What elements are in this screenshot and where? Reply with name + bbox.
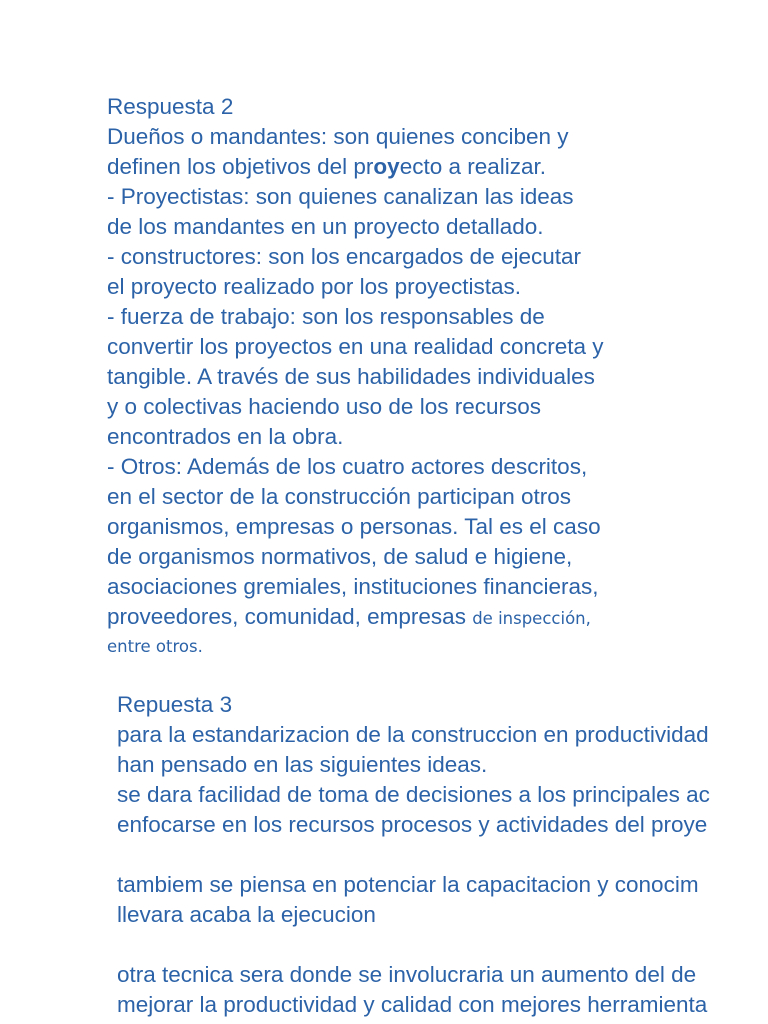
answer-2-line-12: - Otros: Además de los cuatro actores descritos, — [107, 454, 588, 479]
answer-2-line-1: Dueños o mandantes: son quienes conciben y — [107, 124, 569, 149]
answer-2-line-2-part-c: ecto a realizar. — [399, 154, 547, 179]
answer-2-line-8: convertir los proyectos en una realidad concreta y — [107, 334, 604, 359]
answer-2-line-16: asociaciones gremiales, instituciones financieras, — [107, 574, 599, 599]
answer-2-line-17-small: de inspección, — [472, 609, 591, 628]
answer-3-blank-1 — [117, 840, 710, 870]
answer-3-line-4: enfocarse en los recursos procesos y actividades del proye — [117, 812, 708, 837]
answer-2-line-2-bold: oy — [373, 154, 400, 179]
answer-2-line-14: organismos, empresas o personas. Tal es el caso — [107, 514, 601, 539]
answer-2-line-2 — [107, 152, 604, 182]
answer-2-line-11: encontrados en la obra. — [107, 424, 344, 449]
answer-2-line-17-part-a: proveedores, comunidad, empresas — [107, 604, 473, 629]
answer-2-block — [107, 92, 604, 662]
answer-2-line-6: el proyecto realizado por los proyectistas. — [107, 274, 521, 299]
answer-3-heading: Repuesta 3 — [117, 692, 233, 717]
answer-3-line-3: se dara facilidad de toma de decisiones a los principales ac — [117, 782, 710, 807]
answer-2-heading: Respuesta 2 — [107, 94, 234, 119]
answer-3-block — [117, 690, 710, 1020]
answer-3-line-1: para la estandarizacion de la construccion en productividad — [117, 722, 709, 747]
answer-2-line-15: de organismos normativos, de salud e higiene, — [107, 544, 573, 569]
answer-3-line-7: otra tecnica sera donde se involucraria un aumento del de — [117, 962, 697, 987]
answer-2-line-5: - constructores: son los encargados de ejecutar — [107, 244, 582, 269]
answer-3-blank-2 — [117, 930, 710, 960]
answer-2-line-17 — [107, 602, 604, 632]
answer-2-line-13: en el sector de la construcción participan otros — [107, 484, 571, 509]
answer-2-line-3: - Proyectistas: son quienes canalizan las ideas — [107, 184, 574, 209]
answer-2-line-7: - fuerza de trabajo: son los responsables de — [107, 304, 545, 329]
answer-2-line-4: de los mandantes en un proyecto detallado. — [107, 214, 544, 239]
answer-2-line-9: tangible. A través de sus habilidades individuales — [107, 364, 595, 389]
answer-3-line-8: mejorar la productividad y calidad con mejores herramienta — [117, 992, 708, 1017]
answer-3-line-2: han pensado en las siguientes ideas. — [117, 752, 488, 777]
answer-2-line-10: y o colectivas haciendo uso de los recursos — [107, 394, 541, 419]
answer-3-line-6: llevara acaba la ejecucion — [117, 902, 376, 927]
answer-2-line-2-part-a: definen los objetivos del pr — [107, 154, 374, 179]
answer-3-line-5: tambiem se piensa en potenciar la capacitacion y conocim — [117, 872, 699, 897]
answer-2-line-18: entre otros. — [107, 637, 203, 656]
